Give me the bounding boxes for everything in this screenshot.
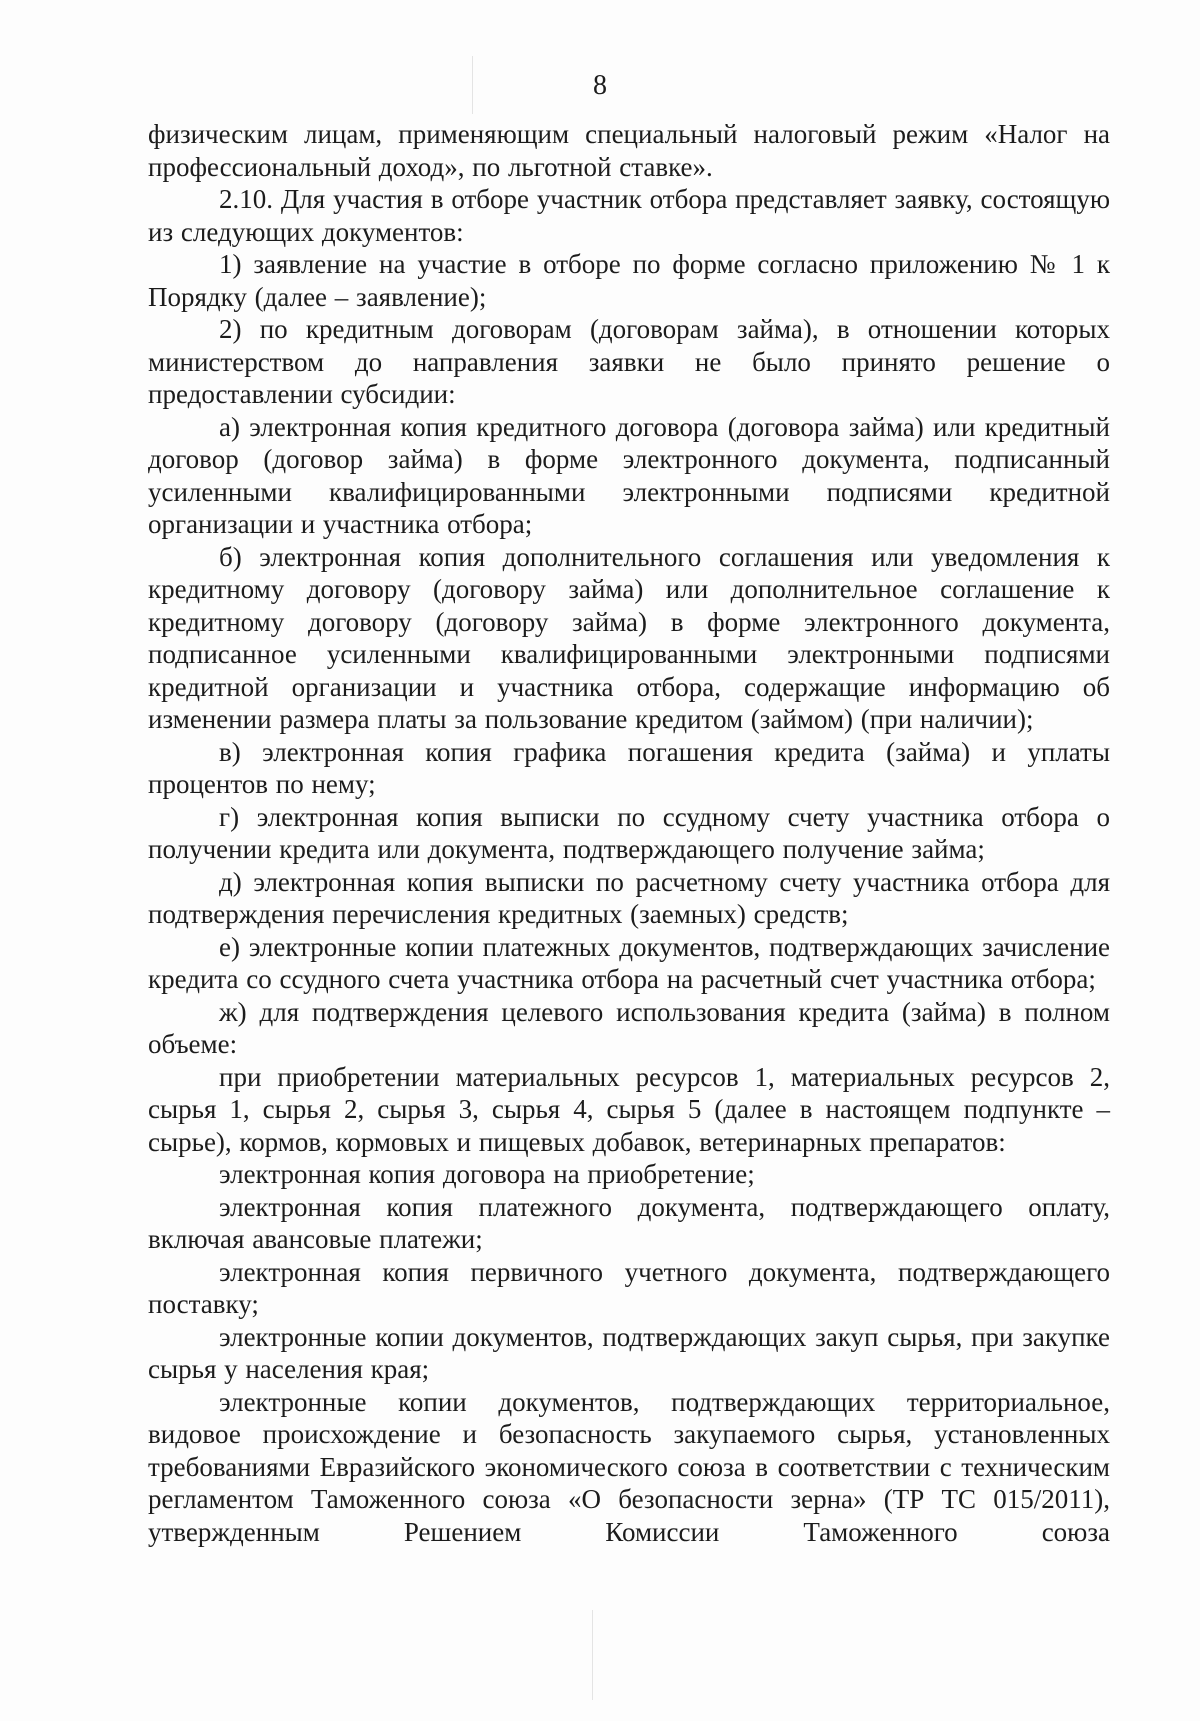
paragraph-item-d: д) электронная копия выписки по расчетному счету участника отбора для подтверждения перечисления кредитных (заемных) средств; xyxy=(148,866,1110,929)
scan-artifact-bottom xyxy=(592,1610,593,1700)
paragraph-item-b: б) электронная копия дополнительного соглашения или уведомления к кредитному договору (договору займа) или дополнительное соглашение к кредитному договору (договору займа) в форме электронного документа, подписанное усиленными квалифицированными электронными подписями кредитной организации и участника отбора, содержащие информацию об изменении размера платы за пользование кредитом (займом) (при наличии); xyxy=(148,541,1110,734)
paragraph-item-e: е) электронные копии платежных документов, подтверждающих зачисление кредита со ссудного счета участника отбора на расчетный счет участника отбора; xyxy=(148,931,1110,994)
paragraph-item-zh: ж) для подтверждения целевого использования кредита (займа) в полном объеме: xyxy=(148,996,1110,1059)
paragraph-item-g: г) электронная копия выписки по ссудному счету участника отбора о получении кредита или документа, подтверждающего получение займа; xyxy=(148,801,1110,864)
document-body xyxy=(148,118,1110,1548)
paragraph-continuation: физическим лицам, применяющим специальный налоговый режим «Налог на профессиональный доход», по льготной ставке». xyxy=(148,119,1110,182)
paragraph-materials: при приобретении материальных ресурсов 1, материальных ресурсов 2, сырья 1, сырья 2, сырья 3, сырья 4, сырья 5 (далее в настоящем подпункте – сырье), кормов, кормовых и пищевых добавок, ветеринарных препаратов: xyxy=(148,1061,1110,1157)
paragraph-origin-safety: электронные копии документов, подтверждающих территориальное, видовое происхождение и безопасность закупаемого сырья, установленных требованиями Евразийского экономического союза в соответствии с техническим регламентом Таможенного союза «О безопасности зерна» (ТР ТС 015/2011), утвержденным Решением Комиссии Таможенного союза xyxy=(148,1386,1110,1547)
page-number: 8 xyxy=(593,70,607,101)
paragraph-item-2: 2) по кредитным договорам (договорам займа), в отношении которых министерством до направления заявки не было принято решение о предоставлении субсидии: xyxy=(148,314,1110,409)
paragraph-contract-copy: электронная копия договора на приобретение; xyxy=(219,1159,755,1189)
paragraph-item-1: 1) заявление на участие в отборе по форме согласно приложению № 1 к Порядку (далее – заявление); xyxy=(148,249,1110,312)
paragraph-primary-document: электронная копия первичного учетного документа, подтверждающего поставку; xyxy=(148,1256,1110,1319)
paragraph-raw-purchase: электронные копии документов, подтверждающих закуп сырья, при закупке сырья у населения края; xyxy=(148,1321,1110,1384)
paragraph-payment-copy: электронная копия платежного документа, подтверждающего оплату, включая авансовые платежи; xyxy=(148,1191,1110,1254)
paragraph-item-v: в) электронная копия графика погашения кредита (займа) и уплаты процентов по нему; xyxy=(148,736,1110,799)
paragraph-item-a: а) электронная копия кредитного договора (договора займа) или кредитный договор (договор займа) в форме электронного документа, подписанный усиленными квалифицированными электронными подписями кредитной организации и участника отбора; xyxy=(148,411,1110,539)
paragraph-2-10: 2.10. Для участия в отборе участник отбора представляет заявку, состоящую из следующих документов: xyxy=(148,184,1110,247)
